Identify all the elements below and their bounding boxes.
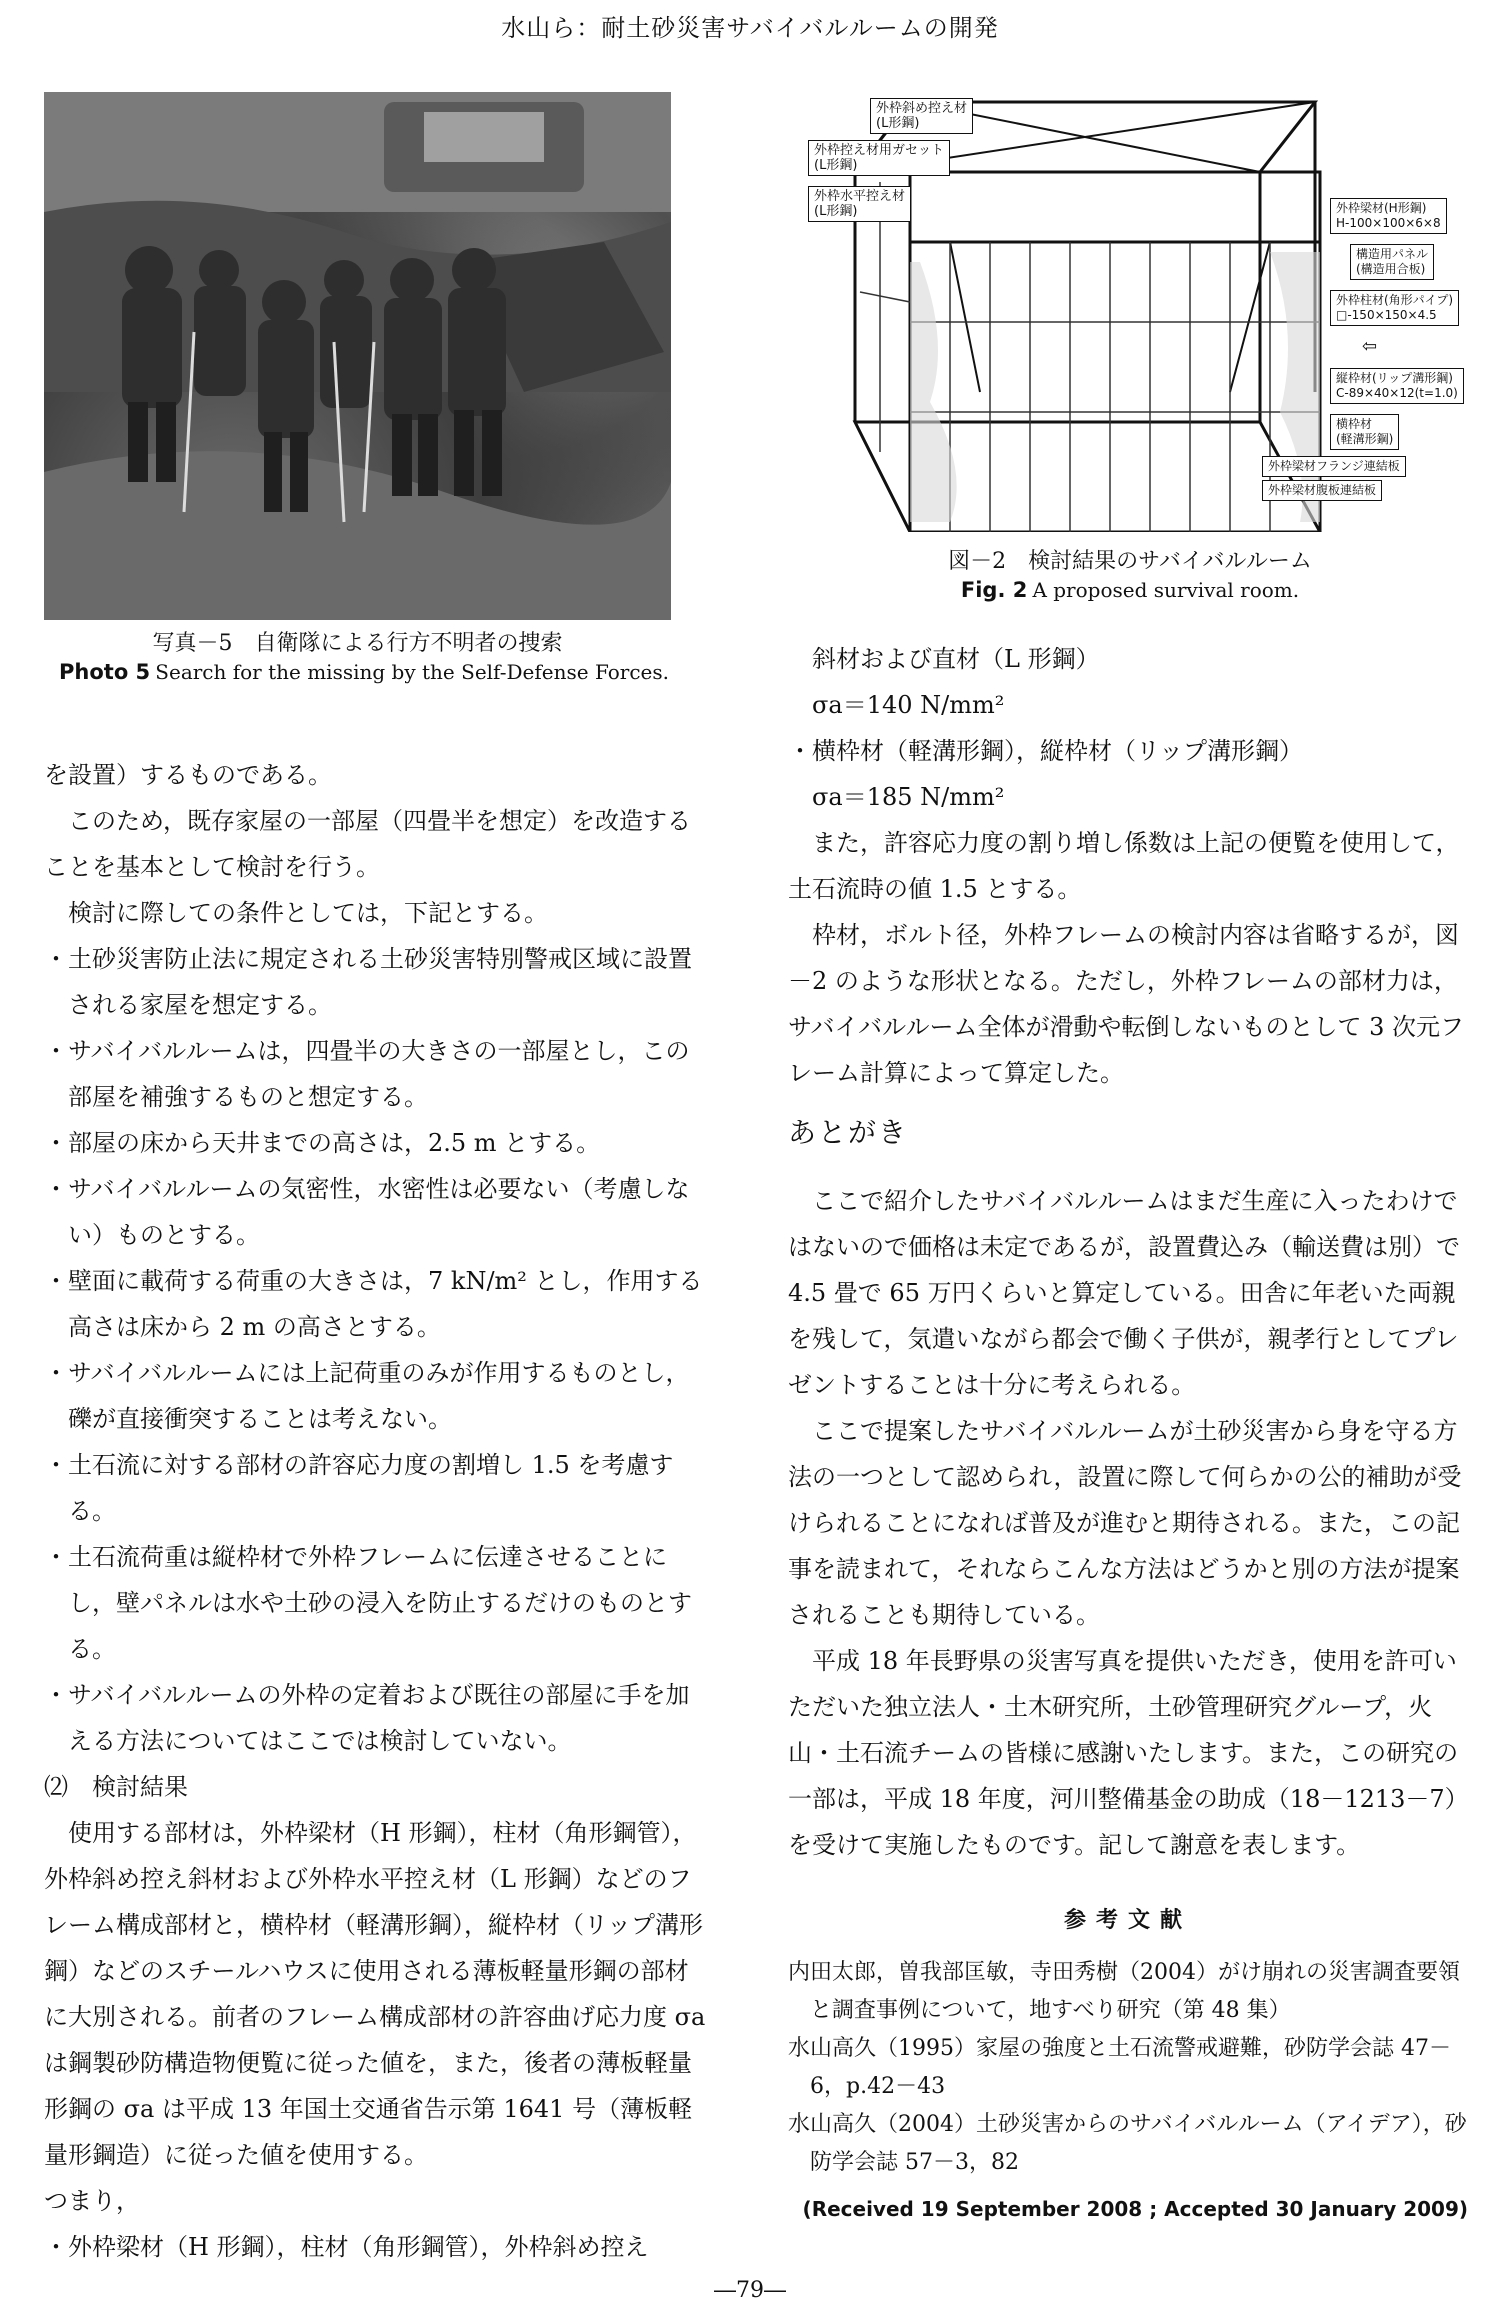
paragraph: このため，既存家屋の一部屋（四畳半を想定）を改造することを基本として検討を行う。 (44, 807, 692, 881)
photo-caption-jp: 写真－5 自衛隊による行方不明者の捜索 (152, 631, 563, 656)
label-diagonal-brace: 外枠斜め控え材 (L形鋼) (870, 98, 973, 134)
label-web-plate: 外枠梁材腹板連結板 (1262, 480, 1382, 501)
formula: σa＝185 N/mm² (812, 783, 1005, 811)
paragraph: 斜材および直材（L 形鋼） (812, 645, 1100, 673)
left-column (44, 752, 712, 2270)
label-gusset: 外枠控え材用ガセット (L形鋼) (808, 140, 950, 176)
photo-caption-en-lead: Photo 5 (59, 660, 151, 684)
condition-bullet: ・サバイバルルームには上記荷重のみが作用するものとし，礫が直接衝突することは考えない。 (44, 1359, 690, 1433)
condition-bullet: ・壁面に載荷する荷重の大きさは，7 kN/m² とし，作用する高さは床から 2 m の高さとする。 (44, 1267, 703, 1341)
condition-bullet: ・部屋の床から天井までの高さは，2.5 m とする。 (44, 1129, 601, 1157)
paragraph: 枠材，ボルト径，外枠フレームの検討内容は省略するが，図－2 のような形状となる。ただし，外枠フレームの部材力は，サバイバルルーム全体が滑動や転倒しないものとして 3 次元フレーム計算によって算定した。 (788, 921, 1465, 1087)
section-heading: あとがき (788, 1116, 909, 1149)
subsection-heading: ⑵ 検討結果 (44, 1773, 188, 1801)
label-vertical-frame: 縦枠材(リップ溝形鋼) C-89×40×12(t=1.0) (1330, 368, 1464, 404)
references-list (788, 1954, 1468, 2182)
page-number: ―79― (714, 2278, 786, 2303)
label-column: 外枠柱材(角形パイプ) □-150×150×4.5 (1330, 290, 1459, 326)
condition-bullet: ・土石流荷重は縦枠材で外枠フレームに伝達させることにし，壁パネルは水や土砂の浸入を防止するだけのものとする。 (44, 1543, 692, 1663)
arrow-left-icon: ⇦ (1362, 336, 1378, 357)
label-horizontal-brace: 外枠水平控え材 (L形鋼) (808, 186, 911, 222)
condition-bullet: ・サバイバルルームは，四畳半の大きさの一部屋とし，この部屋を補強するものと想定する。 (44, 1037, 690, 1111)
paragraph: また，許容応力度の割り増し係数は上記の便覧を使用して，土石流時の値 1.5 とする。 (788, 829, 1460, 903)
paragraph: 使用する部材は，外枠梁材（H 形鋼），柱材（角形鋼管），外枠斜め控え斜材および外枠水平控え材（L 形鋼）などのフレーム構成部材と，横枠材（軽溝形鋼），縦枠材（リップ溝形鋼）などのスチールハウスに使用される薄板軽量形鋼の部材に大別される。前者のフレーム構成部材の許容曲げ応力度 σa は鋼製砂防構造物便覧に従った値を，また，後者の薄板軽量形鋼の σa は平成 13 年国土交通省告示第 1641 号（薄板軽量形鋼造）に従った値を使用する。 (44, 1819, 706, 2169)
paragraph: 検討に際しての条件としては，下記とする。 (68, 899, 548, 927)
figure-caption-en-text: A proposed survival room. (1032, 578, 1300, 602)
condition-bullet: ・サバイバルルームの気密性，水密性は必要ない（考慮しない）ものとする。 (44, 1175, 690, 1249)
running-header: 水山ら：耐土砂災害サバイバルルームの開発 (501, 14, 999, 42)
label-panel: 構造用パネル (構造用合板) (1350, 244, 1434, 280)
label-horizontal-frame: 横枠材 (軽溝形鋼) (1330, 414, 1399, 450)
condition-bullet: ・土石流に対する部材の許容応力度の割増し 1.5 を考慮する。 (44, 1451, 674, 1525)
label-flange-plate: 外枠梁材フランジ連結板 (1262, 456, 1406, 477)
references-heading: 参考文献 (1063, 1908, 1192, 1933)
label-beam: 外枠梁材(H形鋼) H-100×100×6×8 (1330, 198, 1447, 234)
paragraph: ・横枠材（軽溝形鋼），縦枠材（リップ溝形鋼） (788, 737, 1304, 765)
paragraph: 平成 18 年長野県の災害写真を提供いただき，使用を許可いただいた独立法人・土木研究所，土砂管理研究グループ，火山・土石流チームの皆様に感謝いたします。また，この研究の一部は，平成 18 年度，河川整備基金の助成（18－1213－7）を受けて実施したものです。記して謝意を表します。 (788, 1647, 1459, 1859)
rescue-photo (44, 92, 671, 620)
reference-item: 水山高久（2004）土砂災害からのサバイバルルーム（アイデア），砂防学会誌 57－3，82 (788, 2112, 1467, 2175)
paragraph: を設置）するものである。 (44, 761, 332, 789)
condition-bullet: ・サバイバルルームの外枠の定着および既往の部屋に手を加える方法についてはここでは検討していない。 (44, 1681, 690, 1755)
paragraph: ・外枠梁材（H 形鋼），柱材（角形鋼管），外枠斜め控え (44, 2233, 649, 2261)
paragraph: つまり， (44, 2187, 140, 2215)
paragraph: ここで紹介したサバイバルルームはまだ生産に入ったわけではないので価格は未定であるが，設置費込み（輸送費は別）で 4.5 畳で 65 万円くらいと算定している。田舎に年老いた両親を残して，気遣いながら都会で働く子供が，親孝行としてプレゼントすることは十分に考えられる。 (788, 1187, 1460, 1399)
photo-caption-en (24, 660, 704, 684)
formula: σa＝140 N/mm² (812, 691, 1005, 719)
figure-caption-en-lead: Fig. 2 (960, 578, 1028, 602)
received-dates: (Received 19 September 2008 ; Accepted 30 January 2009) (802, 2197, 1468, 2221)
right-column (788, 636, 1468, 2232)
condition-bullet: ・土砂災害防止法に規定される土砂災害特別警戒区域に設置される家屋を想定する。 (44, 945, 692, 1019)
reference-item: 内田太郎，曽我部匡敏，寺田秀樹（2004）がけ崩れの災害調査要領と調査事例について，地すべり研究（第 48 集） (788, 1960, 1460, 2023)
paragraph: ここで提案したサバイバルルームが土砂災害から身を守る方法の一つとして認められ，設置に際して何らかの公的補助が受けられることになれば普及が進むと期待される。また，この記事を読まれて，それならこんな方法はどうかと別の方法が提案されることも期待している。 (788, 1417, 1462, 1629)
figure-caption-jp: 図－2 検討結果のサバイバルルーム (948, 549, 1312, 574)
photo-caption-en-text: Search for the missing by the Self-Defense Forces. (155, 660, 669, 684)
reference-item: 水山高久（1995）家屋の強度と土石流警戒避難，砂防学会誌 47－6，p.42－43 (788, 2036, 1451, 2099)
figure-caption-en (790, 578, 1470, 602)
